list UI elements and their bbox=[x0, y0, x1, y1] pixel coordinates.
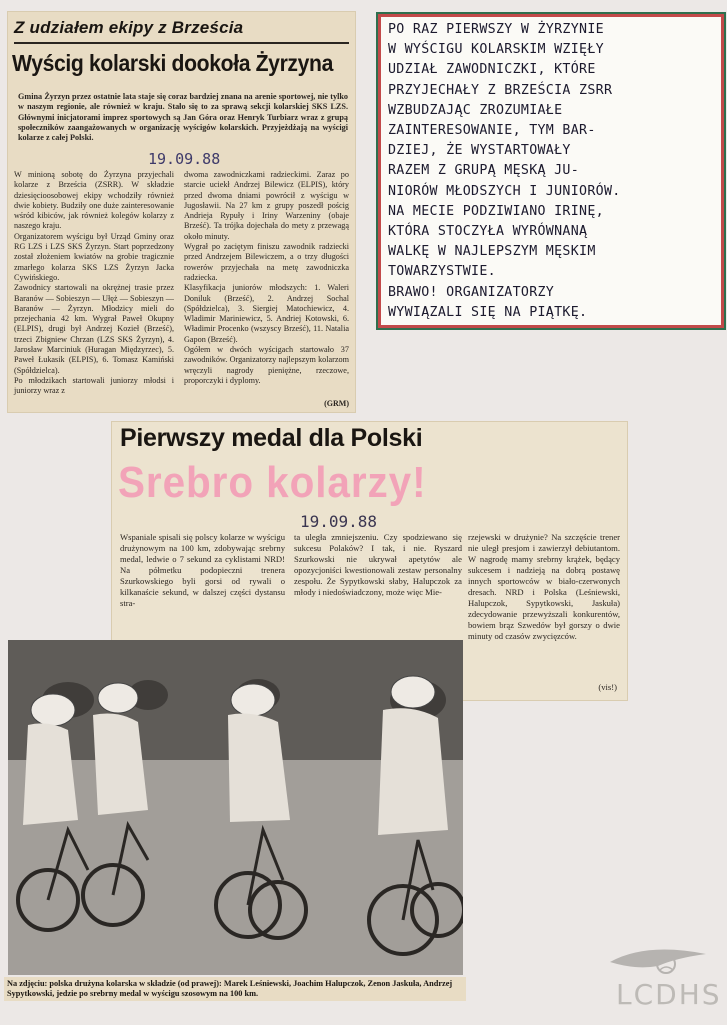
clipping2-column-3: rzejewski w drużynie? Na szczęście trener nie uległ presjom i zawierzył debiutantom. W nagrodę mamy srebrny krążek, będący sukcesem i nadzieją na dobrą postawę innych sportowców w biało-czerwonych dresach. NRD i Polska (Leśniewski, Halupczok, Sypytkowski, Jaskuła) zdecydowanie przewyższali konkurentów, bowiem brąz Szwedów był gorszy o dwie minuty od czasów zwycięzców. bbox=[468, 532, 620, 641]
logo-text: LCDHS bbox=[616, 978, 722, 1011]
clipping1-signature: (GRM) bbox=[324, 399, 349, 408]
clipping-zyrzyn-race bbox=[8, 12, 355, 412]
photo-caption: Na zdjęciu: polska drużyna kolarska w składzie (od prawej): Marek Leśniewski, Joachim Halupczok, Zenon Jaskuła, Andrzej Sypytkowski, jedzie po srebrny medal w wyścigu szosowym na 100 km. bbox=[4, 977, 466, 1001]
clipping2-date-stamp: 19.09.88 bbox=[300, 512, 378, 531]
kicker-underline bbox=[14, 42, 349, 44]
clipping1-headline: Wyścig kolarski dookoła Żyrzyna bbox=[12, 50, 334, 76]
clipping2-column-2: ta uległa zmniejszeniu. Czy spodziewano się sukcesu Polaków? I tak, i nie. Ryszard Szurkowski nie ukrywał apetytów ale opozycjoniści kwestionowali zestaw personalny zespołu. Że Sypytkowski słaby, Halupczok za młody i niedoświadczony, może więc Mie- bbox=[294, 532, 462, 597]
clipping2-column-1: Wspaniale spisali się polscy kolarze w wyścigu drużynowym na 100 km, zdobywając srebrny medal, ledwie o 7 sekund za cyklistami NRD! Na półmetku podopieczni trenera Szurkowskiego byli gorsi od rywali o kilkanaście sekund, w dalszej części dystansu stra- bbox=[120, 532, 285, 608]
clipping1-column-right: dwoma zawodniczkami radzieckimi. Zaraz po starcie uciekł Andrzej Bilewicz (ELPIS), który przed dwoma dniami powrócił z wyścigu w Jugosławii. Na 27 km z grupy poszedł pościg Andrieja Rypuły i Iriny Warzeniny (obaje Brześć). Ta trójka dojechała do mety z przewagą około minuty. Wygrał po zaciętym finiszu zawodnik radziecki przed Andrzejem Bilewiczem, a o trzy długości rowerów przyjechała na metę zawodniczka radziecka. Klasyfikacja juniorów młodszych: 1. Waleri Doniluk (Brześć), 2. Andrzej Sochal (Spółdzielca), 3. Siergiej Matochiewicz, 4. Wladimir Mariniewicz, 5. Andriej Kotowski, 6. Władimir Procenko (wszyscy Brześć), 11. Natalia Gapon (Brześć). Ogółem w dwóch wyścigach startowało 37 zawodników. Organizatorzy najlepszym kolarzom wręczyli nagrody pieniężne, rzeczowe, proporczyki i dyplomy. bbox=[184, 170, 349, 385]
lcdhs-logo bbox=[606, 940, 722, 1020]
clipping1-kicker: Z udziałem ekipy z Brześcia bbox=[14, 18, 244, 37]
clipping1-column-left: W minioną sobotę do Żyrzyna przyjechali kolarze z Brześcia (ZSRR). W składzie dziesięcioosobowej ekipy wchodziły również dwie kobiety. Budziły one duże zainteresowanie wśród kibiców, jak również kolegów kolarzy z naszego kraju. Organizatorem wyścigu był Urząd Gminy oraz RG LZS i LZS SKS Żyrzyn. Start poprzedzony został złożeniem kwiatów na grobie tragicznie zmarłego kolarza SKS LZS Żyrzyn Jacka Cywińskiego. Zawodnicy startowali na okrężnej trasie przez Baranów — Sobieszyn — Ułęż — Sobieszyn — Baranów — Żyrzyn. Młodzicy mieli do przejechania 42 km. Wygrał Paweł Okupny (ELPIS), drugi był Andrzej Kozieł (Brześć), trzeci Zbigniew Chrzan (LZS SKS Żyrzyn), 4. Jarosław Marciniuk (Huragan Międzyrzec), 5. Paweł Łukasik (ELPIS), 6. Tomasz Kamiński (Spółdzielca). Po młodzikach startowali juniorzy młodsi i juniorzy wraz z bbox=[14, 170, 174, 396]
handwritten-note bbox=[376, 12, 726, 330]
clipping2-headline: Pierwszy medal dla Polski bbox=[120, 424, 423, 452]
clipping1-intro: Gmina Żyrzyn przez ostatnie lata staje się coraz bardziej znana na arenie sportowej, nie tylko w naszym regionie, ale również w kraju. Stało się to za sprawą sekcji kolarskiej SKS LZS. Głównymi inicjatorami imprez sportowych są Jan Góra oraz Henryk Turbiarz wraz z grupą społeczników zaangażowanych w organizację wyścigów kolarskich. Przyjeżdżają na wyścigi kolarze z całej Polski. bbox=[18, 92, 348, 143]
note-text: PO RAZ PIERWSZY W ŻYRZYNIE W WYŚCIGU KOLARSKIM WZIĘŁY UDZIAŁ ZAWODNICZKI, KTÓRE PRZYJECHAŁY Z BRZEŚCIA ZSRR WZBUDZAJĄC ZROZUMIAŁE ZAINTERESOWANIE, TYM BAR- DZIEJ, ŻE WYSTARTOWAŁY RAZEM Z GRUPĄ MĘSKĄ JU- NIORÓW MŁODSZYCH I JUNIORÓW. NA MECIE PODZIWIANO IRINĘ, KTÓRA STOCZYŁA WYRÓWNANĄ WALKĘ W NAJLEPSZYM MĘSKIM TOWARZYSTWIE. BRAWO! ORGANIZATORZY WYWIĄZALI SIĘ NA PIĄTKĘ. bbox=[388, 22, 621, 320]
clipping2-banner: Srebro kolarzy! bbox=[118, 458, 427, 507]
clipping1-date-stamp: 19.09.88 bbox=[148, 150, 221, 168]
cyclists-illustration bbox=[8, 640, 463, 975]
cyclists-photo bbox=[8, 640, 463, 975]
clipping2-signature: (vis!) bbox=[598, 682, 617, 692]
